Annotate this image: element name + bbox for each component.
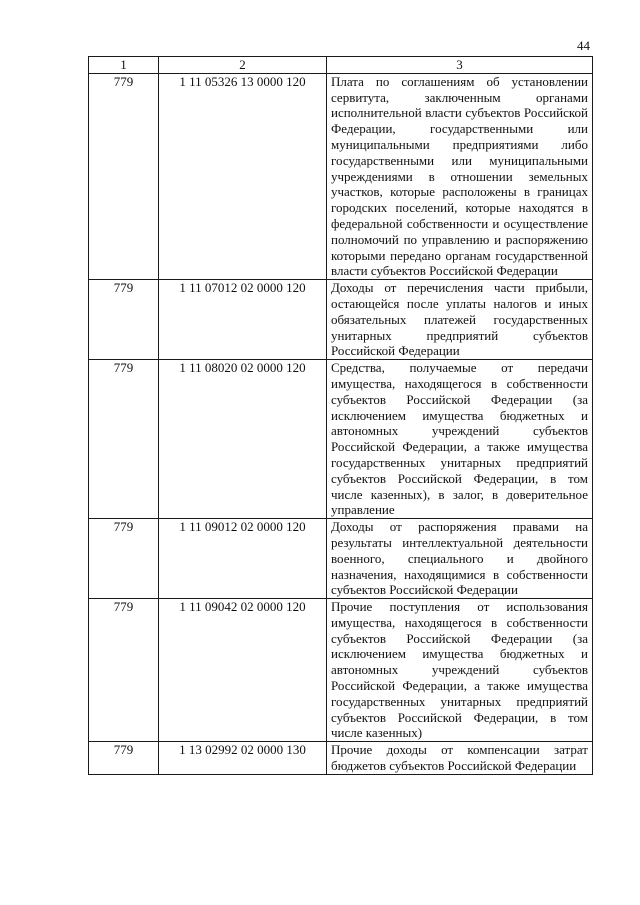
table-row — [89, 360, 593, 519]
revenue-description-cell: Прочие поступления от использования имущества, находящегося в собственности субъектов Российской Федерации (за исключением имущества бюджетных и автономных учреждений субъектов Российской Федерации, а также имущества государственных унитарных предприятий субъектов Российской Федерации, в том числе казенных) — [327, 599, 593, 742]
table-row — [89, 519, 593, 599]
header-cell-col-3: 3 — [327, 57, 593, 74]
table-row — [89, 73, 593, 279]
revenue-code-cell: 1 11 08020 02 0000 120 — [159, 360, 327, 519]
admin-code-cell: 779 — [89, 360, 159, 519]
revenue-description-cell: Доходы от перечисления части прибыли, остающейся после уплаты налогов и иных обязательных платежей государственных унитарных предприятий субъектов Российской Федерации — [327, 280, 593, 360]
admin-code-cell: 779 — [89, 599, 159, 742]
admin-code-cell: 779 — [89, 742, 159, 775]
admin-code-cell: 779 — [89, 73, 159, 279]
admin-code-cell: 779 — [89, 519, 159, 599]
revenue-code-cell: 1 11 07012 02 0000 120 — [159, 280, 327, 360]
revenue-codes-table — [88, 56, 593, 775]
revenue-description-cell: Доходы от распоряжения правами на результаты интеллектуальной деятельности военного, специального и двойного назначения, находящимися в собственности субъектов Российской Федерации — [327, 519, 593, 599]
revenue-code-cell: 1 13 02992 02 0000 130 — [159, 742, 327, 775]
revenue-description-cell: Плата по соглашениям об установлении сервитута, заключенным органами исполнительной власти субъектов Российской Федерации, государственными или муниципальными предприятиями либо государственными или муниципальными учреждениями в отношении земельных участков, которые расположены в границах городских поселений, которые находятся в федеральной собственности и осуществление полномочий по управлению и распоряжению которыми передано органам государственной власти субъектов Российской Федерации — [327, 73, 593, 279]
header-cell-col-1: 1 — [89, 57, 159, 74]
table-row — [89, 599, 593, 742]
table-row — [89, 280, 593, 360]
admin-code-cell: 779 — [89, 280, 159, 360]
revenue-description-cell: Средства, получаемые от передачи имущества, находящегося в собственности субъектов Российской Федерации (за исключением имущества бюджетных и автономных учреждений субъектов Российской Федерации, а также имущества государственных унитарных предприятий субъектов Российской Федерации, в том числе казенных), в залог, в доверительное управление — [327, 360, 593, 519]
revenue-code-cell: 1 11 09012 02 0000 120 — [159, 519, 327, 599]
revenue-code-cell: 1 11 09042 02 0000 120 — [159, 599, 327, 742]
header-cell-col-2: 2 — [159, 57, 327, 74]
revenue-code-cell: 1 11 05326 13 0000 120 — [159, 73, 327, 279]
page-number: 44 — [577, 38, 590, 53]
table-header-row — [89, 57, 593, 74]
revenue-description-cell: Прочие доходы от компенсации затрат бюджетов субъектов Российской Федерации — [327, 742, 593, 775]
table-row — [89, 742, 593, 775]
